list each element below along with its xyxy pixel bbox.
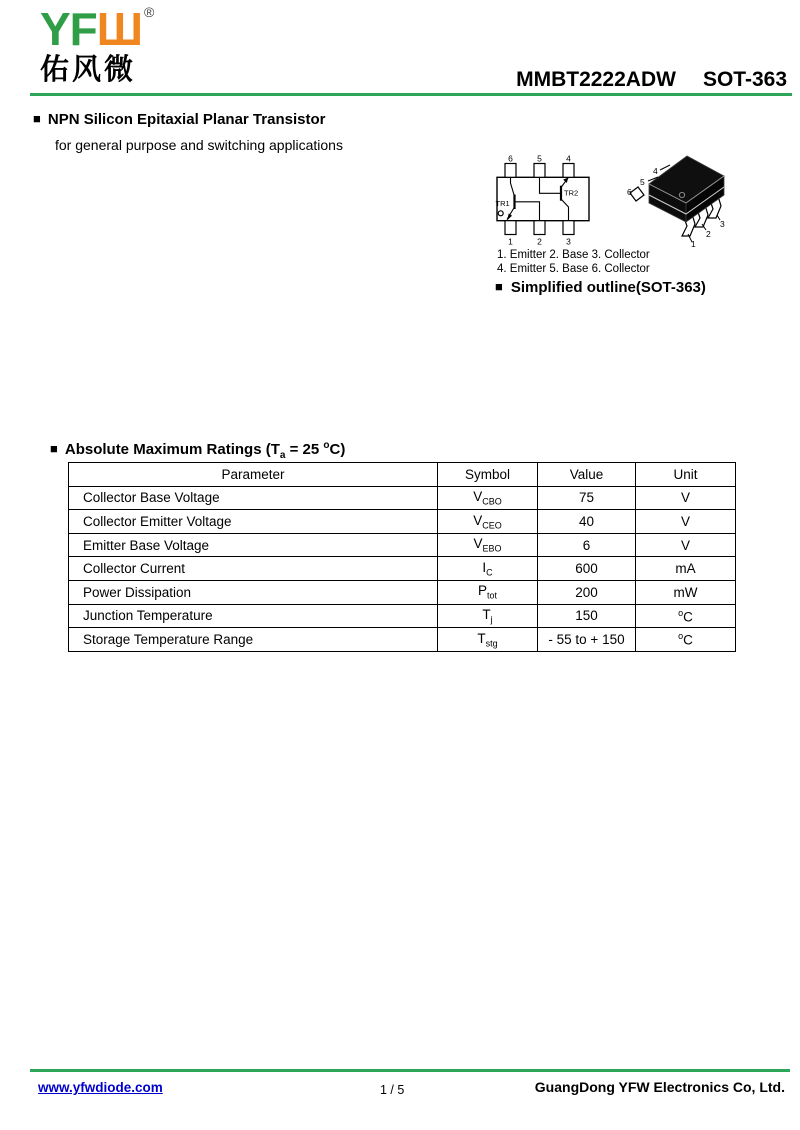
logo-wordmark [40,3,155,55]
package-3d-drawing [624,138,794,248]
table-row [69,628,736,652]
package-label-4: 4 [653,166,658,176]
unit-cell: V [636,486,736,510]
parameter-cell: Junction Temperature [69,604,438,628]
ratings-heading [50,440,345,461]
footer-rule [30,1069,790,1072]
unit-cell: mA [636,557,736,581]
pin-number-top-1: 6 [508,153,513,164]
outline-caption [495,279,706,296]
table-header-row [69,463,736,487]
parameter-cell: Collector Current [69,557,438,581]
value-cell: 150 [538,604,636,628]
pin-number-top-2: 5 [537,153,542,164]
header-unit: Unit [636,463,736,487]
table-row [69,510,736,534]
pin-2-lead [534,221,545,235]
header-symbol: Symbol [438,463,538,487]
company-name: GuangDong YFW Electronics Co, Ltd. [534,1079,785,1095]
pin-1-lead [505,221,516,235]
pin-assignment-notes [497,248,650,276]
table-row [69,604,736,628]
value-cell: 40 [538,510,636,534]
symbol-cell: $V_{CEO}$ [438,510,538,534]
pin-3-lead [563,221,574,235]
unit-cell: $^o$C [636,628,736,652]
ratings-table-body [69,486,736,651]
symbol-cell: $V_{CBO}$ [438,486,538,510]
logo-chinese-name: 佑风微 [40,54,137,86]
package-label-1: 1 [691,239,696,248]
registered-trademark-icon: ® [144,4,155,20]
ratings-heading-prefix: Absolute Maximum Ratings (T [64,441,280,458]
description-heading [33,111,325,128]
pin-number-bottom-1: 1 [508,236,513,247]
part-number: MMBT2222ADW [516,68,676,91]
table-row [69,533,736,557]
ratings-heading-sub: a [279,450,286,461]
description-subtitle: for general purpose and switching applications [55,137,343,153]
symbol-cell: $I_C$ [438,557,538,581]
package-name: SOT-363 [702,68,787,91]
tr2-label: TR2 [564,188,579,198]
pin-number-top-3: 4 [566,153,571,164]
parameter-cell: Collector Emitter Voltage [69,510,438,534]
table-row [69,557,736,581]
symbol-cell: $V_{EBO}$ [438,533,538,557]
header-value: Value [538,463,636,487]
symbol-cell: $P_{tot}$ [438,580,538,604]
pin-note-line1: 1. Emitter 2. Base 3. Collector [497,249,650,261]
square-bullet-icon: ■ [50,441,58,456]
package-label-3: 3 [720,219,725,229]
logo-text-orange: Ш [96,3,143,55]
header-rule [30,93,792,96]
value-cell: 75 [538,486,636,510]
symbol-cell: $T_j$ [438,604,538,628]
document-title [516,68,787,92]
pin-6-lead [505,164,516,178]
tr1-label: TR1 [495,199,510,208]
ratings-heading-text [65,440,345,461]
company-logo [40,3,155,88]
unit-cell: mW [636,580,736,604]
description-title: NPN Silicon Epitaxial Planar Transistor [47,111,326,128]
ratings-heading-suffix: C) [329,441,346,458]
parameter-cell: Collector Base Voltage [69,486,438,510]
value-cell: 200 [538,580,636,604]
unit-cell: V [636,533,736,557]
square-bullet-icon: ■ [495,279,503,294]
package-label-5: 5 [640,177,645,187]
header-parameter: Parameter [69,463,438,487]
package-label-2: 2 [706,229,711,239]
logo-text-green: YF [40,3,97,55]
website-link[interactable]: www.yfwdiode.com [38,1080,163,1095]
pin-4-lead [563,164,574,178]
pin-note-line2: 4. Emitter 5. Base 6. Collector [497,263,650,275]
pin-number-bottom-3: 3 [566,236,571,247]
ratings-heading-mid: = 25 [285,441,324,458]
package-label-6: 6 [627,187,632,197]
parameter-cell: Storage Temperature Range [69,628,438,652]
unit-cell: $^o$C [636,604,736,628]
symbol-cell: $T_{stg}$ [438,628,538,652]
package-lead-6 [630,187,644,201]
page-number: 1 / 5 [380,1083,405,1097]
table-row [69,486,736,510]
unit-cell: V [636,510,736,534]
table-row [69,580,736,604]
value-cell: 6 [538,533,636,557]
square-bullet-icon: ■ [33,111,41,126]
outline-caption-text: Simplified outline(SOT-363) [510,279,706,296]
parameter-cell: Emitter Base Voltage [69,533,438,557]
ratings-table [68,462,736,652]
internal-circuit-diagram [488,151,603,247]
pin-number-bottom-2: 2 [537,236,542,247]
ratings-heading-sup: o [323,440,330,451]
value-cell: 600 [538,557,636,581]
value-cell: - 55 to + 150 [538,628,636,652]
pin-5-lead [534,164,545,178]
parameter-cell: Power Dissipation [69,580,438,604]
